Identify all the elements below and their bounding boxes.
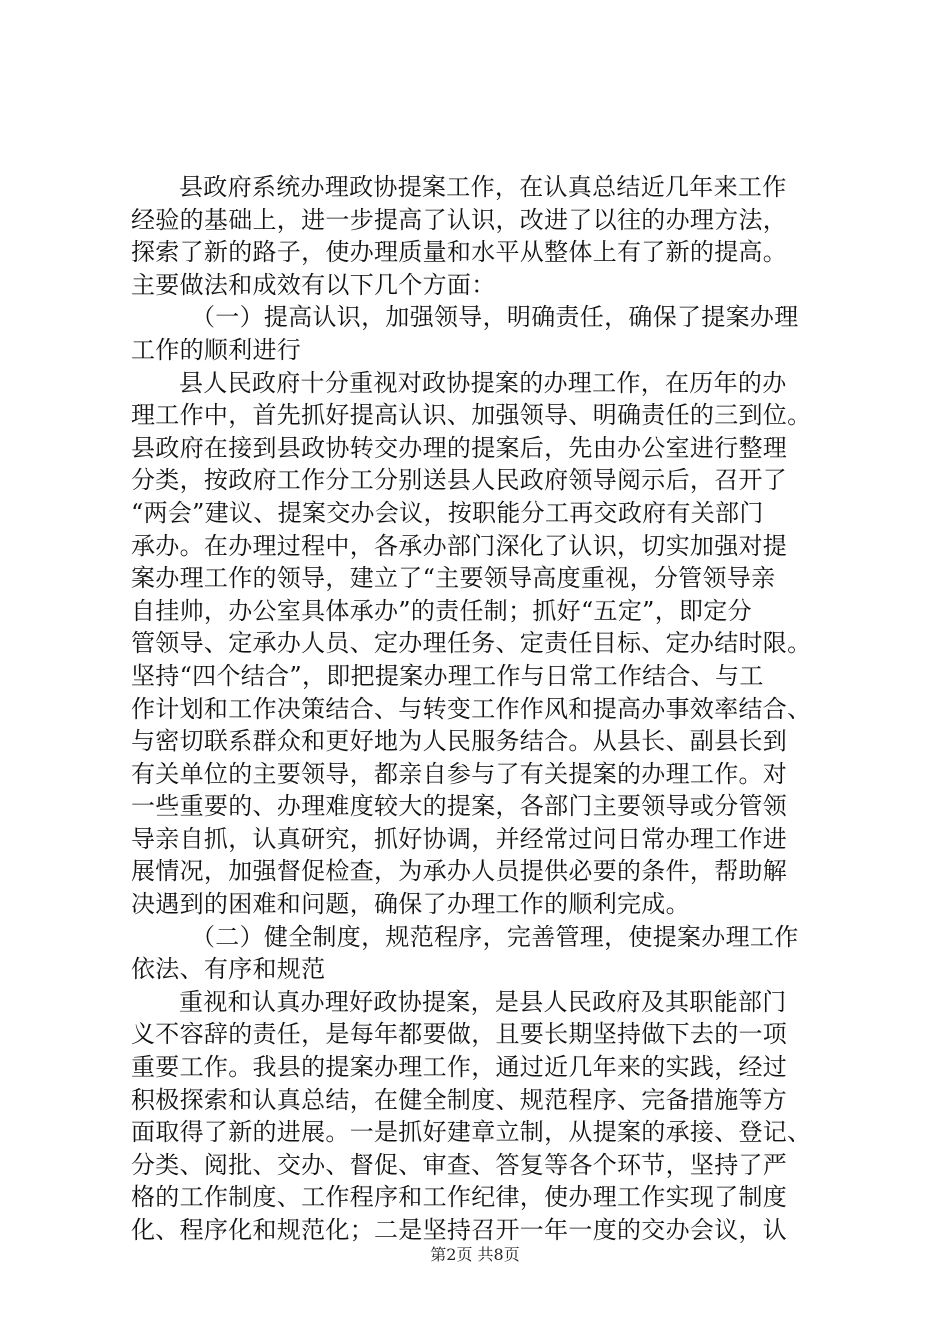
paragraph-section-2 [131,986,841,1247]
paragraph-intro [131,171,841,301]
text-line: 义不容辞的责任，是每年都要做，且要长期坚持做下去的一项 [131,1020,788,1049]
text-line: 与密切联系群众和更好地为人民服务结合。从县长、副县长到 [131,727,788,756]
page-number-footer: 第2页 共8页 [430,1245,520,1264]
text-line: 面取得了新的进展。一是抓好建章立制，从提案的承接、登记、 [131,1118,812,1147]
text-line: 坚持“四个结合”，即把提案办理工作与日常工作结合、与工 [131,661,764,690]
document-body [131,171,841,1247]
text-line: 作计划和工作决策结合、与转变工作作风和提高办事效率结合、 [131,694,812,723]
text-line: 分类，按政府工作分工分别送县人民政府领导阅示后，召开了 [131,466,788,495]
text-line: 分类、阅批、交办、督促、审查、答复等各个环节，坚持了严 [131,1150,788,1179]
text-line: 县政府在接到县政协转交办理的提案后，先由办公室进行整理 [131,433,788,462]
text-line: 一些重要的、办理难度较大的提案，各部门主要领导或分管领 [131,792,788,821]
text-line: 县人民政府十分重视对政协提案的办理工作，在历年的办 [179,368,787,397]
text-line: 经验的基础上，进一步提高了认识，改进了以往的办理方法， [131,205,788,234]
text-line: 有关单位的主要领导，都亲自参与了有关提案的办理工作。对 [131,759,788,788]
text-line: “两会”建议、提案交办会议，按职能分工再交政府有关部门 [131,498,764,527]
text-line: 主要做法和成效有以下几个方面： [131,270,496,299]
text-line: 决遇到的困难和问题，确保了办理工作的顺利完成。 [131,890,690,919]
text-line: 探索了新的路子，使办理质量和水平从整体上有了新的提高。 [131,238,788,267]
text-line: 理工作中，首先抓好提高认识、加强领导、明确责任的三到位。 [131,401,812,430]
text-line: 自挂帅，办公室具体承办”的责任制；抓好“五定”，即定分 [131,596,752,625]
section-heading-1 [131,301,841,366]
text-line: 县政府系统办理政协提案工作，在认真总结近几年来工作 [179,173,787,201]
text-line: 化、程序化和规范化；二是坚持召开一年一度的交办会议，认 [131,1216,788,1244]
text-line: 依法、有序和规范 [131,955,326,984]
section-heading-2 [131,921,841,986]
text-line: 承办。在办理过程中，各承办部门深化了认识，切实加强对提 [131,531,788,560]
text-line: （一）提高认识，加强领导，明确责任，确保了提案办理 [191,303,799,332]
text-line: 格的工作制度、工作程序和工作纪律，使办理工作实现了制度 [131,1183,788,1212]
text-line: 案办理工作的领导，建立了“主要领导高度重视，分管领导亲 [131,564,776,593]
text-line: 重要工作。我县的提案办理工作，通过近几年来的实践，经过 [131,1053,788,1082]
text-line: （二）健全制度，规范程序，完善管理，使提案办理工作 [191,922,799,951]
text-line: 管领导、定承办人员、定办理任务、定责任目标、定办结时限。 [131,629,812,658]
text-line: 工作的顺利进行 [131,335,302,364]
paragraph-section-1 [131,367,841,921]
text-line: 重视和认真办理好政协提案，是县人民政府及其职能部门 [179,987,787,1016]
text-line: 展情况，加强督促检查，为承办人员提供必要的条件，帮助解 [131,857,788,886]
text-line: 积极探索和认真总结，在健全制度、规范程序、完备措施等方 [131,1085,788,1114]
text-line: 导亲自抓，认真研究，抓好协调，并经常过问日常办理工作进 [131,824,788,853]
